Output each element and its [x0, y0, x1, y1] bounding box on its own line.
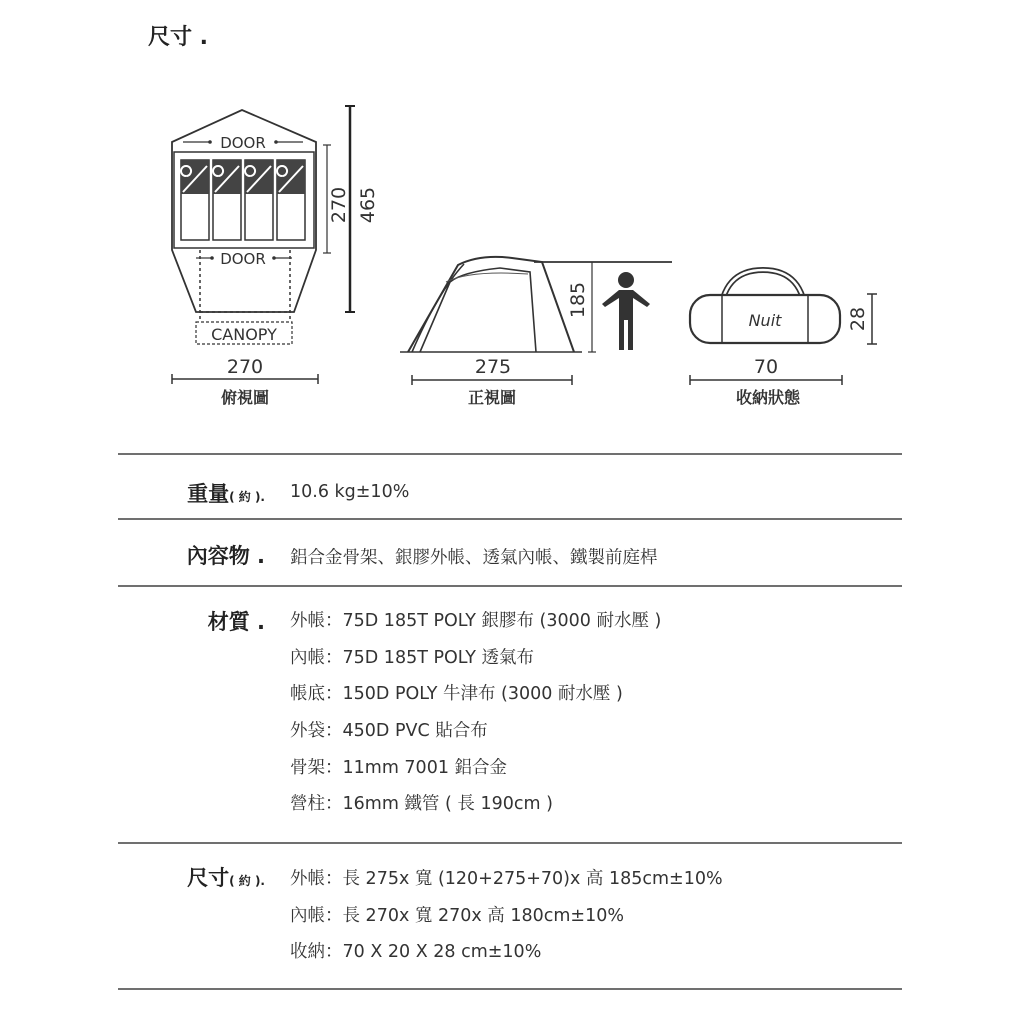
canopy-label: CANOPY [211, 325, 277, 344]
divider [118, 518, 902, 520]
size-label-text: 尺寸 [187, 866, 230, 890]
material-line: 外袋：450D PVC 貼合布 [290, 721, 488, 742]
divider [118, 453, 902, 455]
top-view-diagram [172, 106, 379, 407]
page-heading: 尺寸 . [148, 25, 209, 50]
material-line: 外帳：75D 185T POLY 銀膠布 (3000 耐水壓 ) [290, 611, 662, 631]
dimension-diagram [0, 0, 1024, 430]
size-line: 內帳：長 270x 寬 270x 高 180cm±10% [290, 905, 624, 926]
bag-height-label: 28 [847, 306, 869, 332]
inner-depth-label: 270 [328, 186, 350, 224]
contents-label: 內容物 . [186, 544, 265, 568]
divider [118, 842, 902, 844]
weight-label-sub: ( 約 ). [229, 490, 265, 504]
size-label-sub: ( 約 ). [229, 874, 265, 888]
material-line: 內帳：75D 185T POLY 透氣布 [290, 647, 534, 668]
storage-bag-diagram [690, 270, 877, 407]
material-line: 營柱：16mm 鐵管 ( 長 190cm ) [290, 794, 553, 815]
divider [118, 585, 902, 587]
size-label [115, 862, 265, 892]
storage-caption: 收納狀態 [735, 388, 801, 407]
top-view-caption: 俯視圖 [220, 388, 270, 407]
sleeping-slots [181, 160, 305, 240]
front-view-diagram [400, 257, 672, 407]
size-list [290, 861, 723, 971]
bag-length-label: 70 [753, 356, 779, 378]
contents-value: 鋁合金骨架、銀膠外帳、透氣內帳、鐵製前庭桿 [290, 548, 658, 568]
size-line: 外帳：長 275x 寬 (120+275+70)x 高 185cm±10% [290, 869, 723, 889]
total-depth-label: 465 [357, 186, 379, 224]
weight-label-text: 重量 [187, 482, 230, 506]
door-bottom-label: DOOR [220, 250, 266, 268]
weight-value: 10.6 kg±10% [290, 482, 410, 502]
door-top-label: DOOR [220, 134, 266, 152]
weight-label [115, 478, 265, 508]
material-line: 骨架：11mm 7001 鋁合金 [290, 757, 508, 778]
front-width-label: 275 [474, 356, 512, 378]
material-line: 帳底：150D POLY 牛津布 (3000 耐水壓 ) [290, 684, 623, 705]
front-view-caption: 正視圖 [467, 388, 517, 407]
person-icon [602, 272, 650, 350]
material-list [290, 603, 661, 823]
brand-logo: Nuit [748, 311, 782, 330]
size-line: 收納：70 X 20 X 28 cm±10% [290, 942, 542, 963]
top-width-label: 270 [226, 356, 264, 378]
material-label: 材質 . [207, 610, 265, 634]
front-height-label: 185 [567, 281, 589, 319]
divider [118, 988, 902, 990]
